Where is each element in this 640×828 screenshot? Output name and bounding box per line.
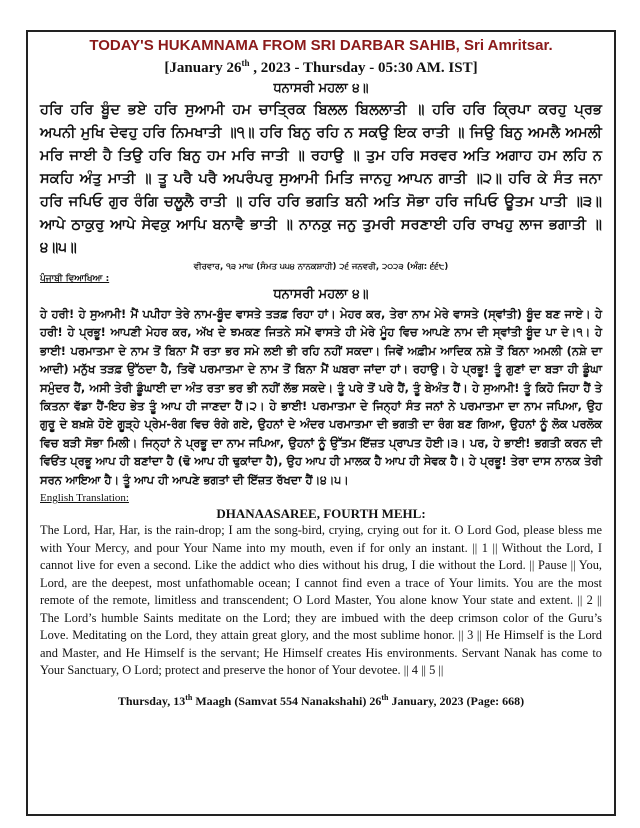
punjabi-vyakhya-label: ਪੰਜਾਬੀ ਵਿਆਖਿਆ : [40, 274, 110, 284]
footer-part2: Maagh (Samvat 554 Nanakshahi) 26 [192, 693, 382, 708]
footer-part3: January, 2023 (Page: 668) [388, 693, 525, 708]
date-rest: , 2023 - Thursday - 05:30 AM. IST] [249, 60, 478, 76]
gurbani-heading: ਧਨਾਸਰੀ ਮਹਲਾ ੪॥ [273, 81, 369, 96]
gurbani-text: ਹਰਿ ਹਰਿ ਬੂੰਦ ਭਏ ਹਰਿ ਸੁਆਮੀ ਹਮ ਚਾਤ੍ਰਿਕ ਬਿਲਲ ਬਿਲਲਾਤੀ ॥ ਹਰਿ ਹਰਿ ਕ੍ਰਿਪਾ ਕਰਹੁ ਪ੍ਰਭ ਅਪਨੀ ਮੁਖਿ ਦੇਵਹੁ ਹਰਿ ਨਿਮਖਾਤੀ ॥੧॥ ਹਰਿ ਬਿਨੁ ਰਹਿ ਨ ਸਕਉ ਇਕ ਰਾਤੀ ॥ ਜਿਉ ਬਿਨੁ ਅਮਲੈ ਅਮਲੀ ਮਰਿ ਜਾਈ ਹੈ ਤਿਉ ਹਰਿ ਬਿਨੁ ਹਮ ਮਰਿ ਜਾਤੀ ॥ ਰਹਾਉ ॥ ਤੁਮ ਹਰਿ ਸਰਵਰ ਅਤਿ ਅਗਾਹ ਹਮ ਲਹਿ ਨ ਸਕਹਿ ਅੰਤੁ ਮਾਤੀ ॥ ਤੂ ਪਰੈ ਪਰੈ ਅਪਰੰਪਰੁ ਸੁਆਮੀ ਮਿਤਿ ਜਾਨਹੁ ਆਪਨ ਗਾਤੀ ॥੨॥ ਹਰਿ ਕੇ ਸੰਤ ਜਨਾ ਹਰਿ ਜਪਿਓ ਗੁਰ ਰੰਗਿ ਚਲੂਲੈ ਰਾਤੀ ॥ ਹਰਿ ਹਰਿ ਭਗਤਿ ਬਨੀ ਅਤਿ ਸੋਭਾ ਹਰਿ ਜਪਿਓ ਊਤਮ ਪਾਤੀ ॥੩॥ ਆਪੇ ਠਾਕੁਰੁ ਆਪੇ ਸੇਵਕੁ ਆਪਿ ਬਨਾਵੈ ਭਾਤੀ ॥ ਨਾਨਕੁ ਜਨੁ ਤੁਮਰੀ ਸਰਣਾਈ ਹਰਿ ਰਾਖਹੁ ਲਾਜ ਭਗਾਤੀ ॥੪॥੫॥ [40, 102, 602, 256]
punjabi-date-line: ਵੀਰਵਾਰ, ੧੩ ਮਾਘ (ਸੰਮਤ ੫੫੪ ਨਾਨਕਸ਼ਾਹੀ) ੨੬ ਜਨਵਰੀ, ੨੦੨੩ (ਅੰਗ: ੬੬੮) [193, 262, 449, 272]
date-open: [January 26 [164, 60, 242, 76]
footer-sup1: th [185, 692, 193, 702]
translation-text: The Lord, Har, Har, is the rain-drop; I am the song-bird, crying, crying out for it. O Lord God, please bless me with Your Mercy, and pour Your Name into my mouth, even if for only an instant. || 1 || Without the Lord, I cannot live for even a second. Like the addict who dies without his drug, I die without the Lord. || Pause || You, Lord, are the deepest, most unfathomable ocean; I cannot find even a trace of Your limits. You are the most remote of the remote, limitless and transcendent; O Lord Master, You alone know Your state and extent. || 2 || The Lord’s humble Saints meditate on the Lord; they are imbued with the deep crimson color of the Guru’s Love. Meditating on the Lord, they attain great glory, and the most sublime honor. || 3 || He Himself is the Lord and Master, and He Himself is the servant; He Himself creates His environments. Servant Nanak has come to Your Sanctuary, O Lord; protect and preserve the honor of Your devotee. || 4 || 5 || [40, 523, 602, 678]
footer-part1: Thursday, 13 [117, 693, 186, 708]
vyakhya-heading: ਧਨਾਸਰੀ ਮਹਲਾ ੪॥ [273, 287, 369, 302]
page-title: TODAY'S HUKAMNAMA FROM SRI DARBAR SAHIB, Sri Amritsar. [89, 37, 553, 54]
date-line [40, 55, 602, 77]
hukamnama-page [26, 30, 616, 816]
vyakhya-text: ਹੇ ਹਰੀ! ਹੇ ਸੁਆਮੀ! ਮੈਂ ਪਪੀਹਾ ਤੇਰੇ ਨਾਮ-ਬੂੰਦ ਵਾਸਤੇ ਤੜਫ਼ ਰਿਹਾ ਹਾਂ। ਮੇਹਰ ਕਰ, ਤੇਰਾ ਨਾਮ ਮੇਰੇ ਵਾਸਤੇ (ਸ੍ਵਾਂਤੀ) ਬੂੰਦ ਬਣ ਜਾਏ। ਹੇ ਹਰੀ! ਹੇ ਪ੍ਰਭੂ! ਆਪਣੀ ਮੇਹਰ ਕਰ, ਅੱਖ ਦੇ ਝਮਕਣ ਜਿਤਨੇ ਸਮੇਂ ਵਾਸਤੇ ਹੀ ਮੇਰੇ ਮੂੰਹ ਵਿਚ ਆਪਣੇ ਨਾਮ ਦੀ ਸ੍ਵਾਂਤੀ ਬੂੰਦ ਪਾ ਦੇ।੧। ਹੇ ਭਾਈ! ਪਰਮਾਤਮਾ ਦੇ ਨਾਮ ਤੋਂ ਬਿਨਾ ਮੈਂ ਰਤਾ ਭਰ ਸਮੇ ਲਈ ਭੀ ਰਹਿ ਨਹੀਂ ਸਕਦਾ। ਜਿਵੇਂ ਅਫ਼ੀਮ ਆਦਿਕ ਨਸ਼ੇ ਤੋਂ ਬਿਨਾ ਅਮਲੀ (ਨਸ਼ੇ ਦਾ ਆਦੀ) ਮਨੁੱਖ ਤੜਫ਼ ਉੱਠਦਾ ਹੈ, ਤਿਵੇਂ ਪਰਮਾਤਮਾ ਦੇ ਨਾਮ ਤੋਂ ਬਿਨਾ ਮੈਂ ਘਬਰਾ ਜਾਂਦਾ ਹਾਂ। ਰਹਾਉ। ਹੇ ਪ੍ਰਭੂ! ਤੂੰ ਗੁਣਾਂ ਦਾ ਬੜਾ ਹੀ ਡੂੰਘਾ ਸਮੁੰਦਰ ਹੈਂ, ਅਸੀ ਤੇਰੀ ਡੂੰਘਾਈ ਦਾ ਅੰਤ ਰਤਾ ਭਰ ਭੀ ਨਹੀਂ ਲੱਭ ਸਕਦੇ। ਤੂੰ ਪਰੇ ਤੋਂ ਪਰੇ ਹੈਂ, ਤੂੰ ਬੇਅੰਤ ਹੈਂ। ਹੇ ਸੁਆਮੀ! ਤੂੰ ਕਿਹੋ ਜਿਹਾ ਹੈਂ ਤੇ ਕਿਤਨਾ ਵੱਡਾ ਹੈਂ-ਇਹ ਭੇਤ ਤੂੰ ਆਪ ਹੀ ਜਾਣਦਾ ਹੈਂ।੨। ਹੇ ਭਾਈ! ਪਰਮਾਤਮਾ ਦੇ ਜਿਨ੍ਹਾਂ ਸੰਤ ਜਨਾਂ ਨੇ ਪਰਮਾਤਮਾ ਦਾ ਨਾਮ ਜਪਿਆ, ਉਹ ਗੁਰੂ ਦੇ ਬਖ਼ਸ਼ੇ ਹੋਏ ਗੂੜ੍ਹੇ ਪ੍ਰੇਮ-ਰੰਗ ਵਿਚ ਰੰਗੇ ਗਏ, ਉਹਨਾਂ ਦੇ ਅੰਦਰ ਪਰਮਾਤਮਾ ਦੀ ਭਗਤੀ ਦਾ ਰੰਗ ਬਣ ਗਿਆ, ਉਹਨਾਂ ਨੂੰ ਲੋਕ ਪਰਲੋਕ ਵਿਚ ਬੜੀ ਸੋਭਾ ਮਿਲੀ। ਜਿਨ੍ਹਾਂ ਨੇ ਪ੍ਰਭੂ ਦਾ ਨਾਮ ਜਪਿਆ, ਉਹਨਾਂ ਨੂੰ ਉੱਤਮ ਇੱਜ਼ਤ ਪ੍ਰਾਪਤ ਹੋਈ।੩। ਪਰ, ਹੇ ਭਾਈ! ਭਗਤੀ ਕਰਨ ਦੀ ਵਿਓਂਤ ਪ੍ਰਭੂ ਆਪ ਹੀ ਬਣਾਂਦਾ ਹੈ (ਢੋ ਆਪ ਹੀ ਢੁਕਾਂਦਾ ਹੈ), ਉਹ ਆਪ ਹੀ ਮਾਲਕ ਹੈ ਆਪ ਹੀ ਸੇਵਕ ਹੈ। ਹੇ ਪ੍ਰਭੂ! ਤੇਰਾ ਦਾਸ ਨਾਨਕ ਤੇਰੀ ਸਰਨ ਆਇਆ ਹੈ। ਤੂੰ ਆਪ ਹੀ ਆਪਣੇ ਭਗਤਾਂ ਦੀ ਇੱਜ਼ਤ ਰੱਖਦਾ ਹੈਂ।੪।੫। [40, 307, 602, 487]
footer-sup2: th [381, 692, 389, 702]
english-translation-label: English Translation: [40, 492, 129, 505]
footer-date [40, 690, 602, 709]
translation-heading: DHANAASAREE, FOURTH MEHL: [216, 506, 426, 522]
date-sup: th [241, 58, 250, 68]
